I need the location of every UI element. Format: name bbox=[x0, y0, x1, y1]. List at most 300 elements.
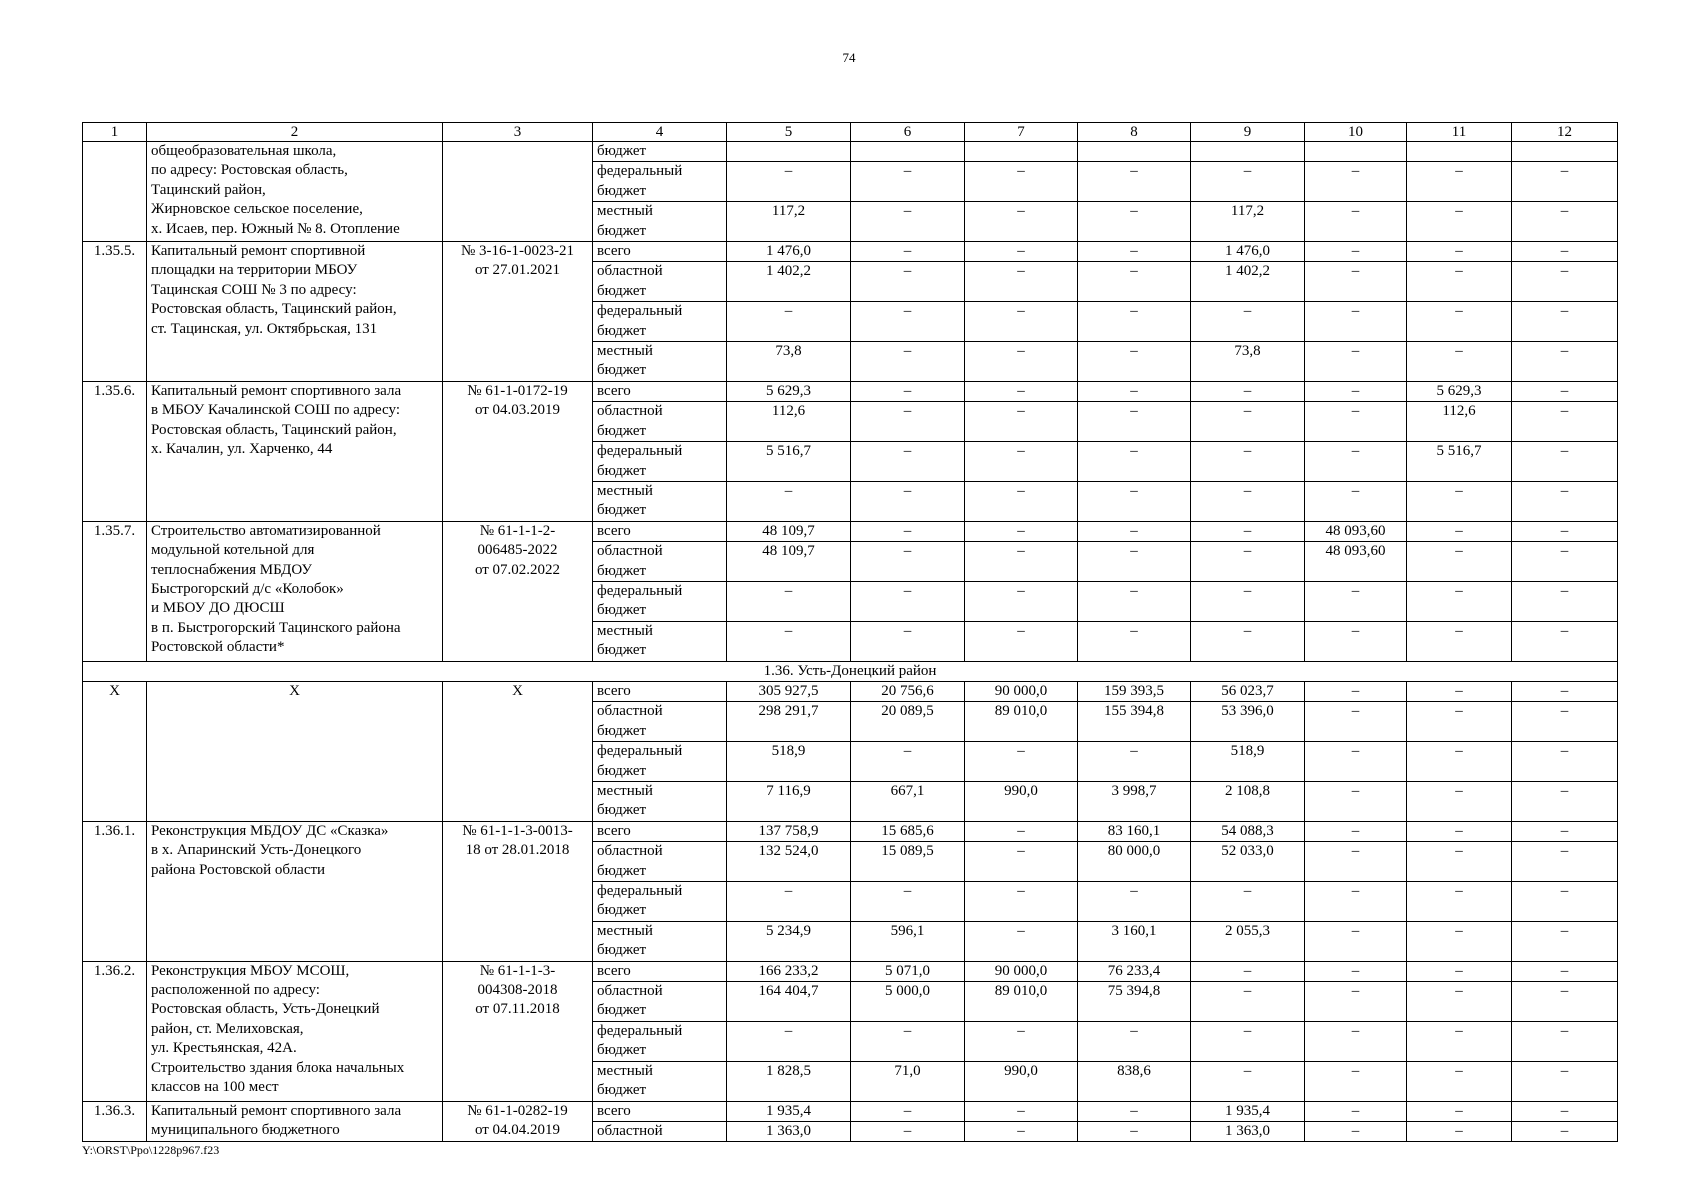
funding-source: областной бюджет bbox=[593, 542, 727, 582]
column-number: 1 bbox=[83, 123, 147, 142]
funding-source: всего bbox=[593, 681, 727, 701]
amount-cell: – bbox=[727, 302, 851, 342]
amount-cell: – bbox=[1078, 402, 1191, 442]
table-row bbox=[83, 142, 1618, 162]
item-description: Х bbox=[147, 681, 443, 821]
amount-cell: – bbox=[1407, 1061, 1512, 1101]
amount-cell: – bbox=[1407, 202, 1512, 242]
amount-cell: – bbox=[1305, 882, 1407, 922]
amount-cell: 1 476,0 bbox=[727, 242, 851, 262]
amount-cell: 5 629,3 bbox=[1407, 381, 1512, 401]
amount-cell: – bbox=[727, 621, 851, 661]
amount-cell: – bbox=[1407, 702, 1512, 742]
amount-cell: – bbox=[1078, 481, 1191, 521]
amount-cell: – bbox=[1407, 681, 1512, 701]
funding-source: всего bbox=[593, 821, 727, 841]
document-reference: № 3-16-1-0023-21 от 27.01.2021 bbox=[443, 242, 593, 382]
amount-cell: – bbox=[1191, 1021, 1305, 1061]
amount-cell: – bbox=[1305, 842, 1407, 882]
amount-cell: – bbox=[727, 581, 851, 621]
column-number-header bbox=[83, 123, 1618, 142]
amount-cell: – bbox=[1305, 1021, 1407, 1061]
amount-cell: – bbox=[1512, 302, 1618, 342]
table-row bbox=[83, 821, 1618, 841]
amount-cell: 52 033,0 bbox=[1191, 842, 1305, 882]
amount-cell: – bbox=[851, 242, 965, 262]
amount-cell: – bbox=[851, 882, 965, 922]
amount-cell: – bbox=[1305, 242, 1407, 262]
table-row bbox=[83, 381, 1618, 401]
amount-cell: – bbox=[1191, 1061, 1305, 1101]
amount-cell: – bbox=[1512, 702, 1618, 742]
amount-cell: – bbox=[1512, 782, 1618, 822]
amount-cell: – bbox=[1305, 162, 1407, 202]
amount-cell: – bbox=[1407, 742, 1512, 782]
amount-cell: – bbox=[1191, 882, 1305, 922]
amount-cell: 90 000,0 bbox=[965, 681, 1078, 701]
amount-cell: 596,1 bbox=[851, 921, 965, 961]
funding-source: всего bbox=[593, 381, 727, 401]
amount-cell: 71,0 bbox=[851, 1061, 965, 1101]
amount-cell: 1 828,5 bbox=[727, 1061, 851, 1101]
amount-cell: 5 000,0 bbox=[851, 982, 965, 1022]
amount-cell: 305 927,5 bbox=[727, 681, 851, 701]
amount-cell: – bbox=[1512, 1101, 1618, 1121]
funding-source: федеральный бюджет bbox=[593, 882, 727, 922]
column-number: 12 bbox=[1512, 123, 1618, 142]
amount-cell: – bbox=[1191, 542, 1305, 582]
funding-source: федеральный бюджет bbox=[593, 581, 727, 621]
amount-cell: – bbox=[727, 1021, 851, 1061]
amount-cell: – bbox=[965, 1021, 1078, 1061]
amount-cell: 53 396,0 bbox=[1191, 702, 1305, 742]
amount-cell: – bbox=[965, 821, 1078, 841]
amount-cell: – bbox=[965, 402, 1078, 442]
amount-cell: – bbox=[965, 262, 1078, 302]
amount-cell: 48 109,7 bbox=[727, 542, 851, 582]
amount-cell: – bbox=[1191, 481, 1305, 521]
item-number: 1.35.7. bbox=[83, 521, 147, 661]
amount-cell: – bbox=[727, 481, 851, 521]
amount-cell: – bbox=[1305, 1121, 1407, 1141]
amount-cell: 89 010,0 bbox=[965, 702, 1078, 742]
amount-cell: – bbox=[1305, 202, 1407, 242]
amount-cell bbox=[965, 142, 1078, 162]
amount-cell: – bbox=[727, 162, 851, 202]
amount-cell: – bbox=[965, 842, 1078, 882]
amount-cell: – bbox=[851, 1121, 965, 1141]
amount-cell: – bbox=[851, 302, 965, 342]
amount-cell: – bbox=[1512, 262, 1618, 302]
amount-cell: – bbox=[965, 242, 1078, 262]
amount-cell: 132 524,0 bbox=[727, 842, 851, 882]
table-row bbox=[83, 521, 1618, 541]
amount-cell: – bbox=[1407, 342, 1512, 382]
column-number: 11 bbox=[1407, 123, 1512, 142]
document-reference: Х bbox=[443, 681, 593, 821]
amount-cell: 75 394,8 bbox=[1078, 982, 1191, 1022]
item-number: 1.35.5. bbox=[83, 242, 147, 382]
amount-cell: – bbox=[1407, 1101, 1512, 1121]
amount-cell: – bbox=[1305, 302, 1407, 342]
amount-cell: – bbox=[1305, 262, 1407, 302]
amount-cell: 166 233,2 bbox=[727, 961, 851, 981]
amount-cell: 73,8 bbox=[1191, 342, 1305, 382]
amount-cell: 5 629,3 bbox=[727, 381, 851, 401]
amount-cell bbox=[1407, 142, 1512, 162]
amount-cell: 117,2 bbox=[1191, 202, 1305, 242]
funding-source: федеральный бюджет bbox=[593, 1021, 727, 1061]
amount-cell: 20 089,5 bbox=[851, 702, 965, 742]
amount-cell: – bbox=[851, 542, 965, 582]
amount-cell: – bbox=[1407, 882, 1512, 922]
amount-cell: – bbox=[1512, 342, 1618, 382]
amount-cell: – bbox=[965, 521, 1078, 541]
column-number: 4 bbox=[593, 123, 727, 142]
amount-cell: 667,1 bbox=[851, 782, 965, 822]
amount-cell: – bbox=[1078, 1121, 1191, 1141]
column-number: 5 bbox=[727, 123, 851, 142]
amount-cell: – bbox=[1407, 581, 1512, 621]
amount-cell: – bbox=[1512, 162, 1618, 202]
amount-cell: – bbox=[1512, 381, 1618, 401]
amount-cell: 838,6 bbox=[1078, 1061, 1191, 1101]
amount-cell: – bbox=[1407, 842, 1512, 882]
item-description: Строительство автоматизированной модульной котельной для теплоснабжения МБДОУ Быстрогорский д/с «Колобок» и МБОУ ДО ДЮСШ в п. Быстрогорский Тацинского района Ростовской области* bbox=[147, 521, 443, 661]
item-number bbox=[83, 142, 147, 242]
amount-cell: – bbox=[851, 262, 965, 302]
amount-cell: – bbox=[965, 1101, 1078, 1121]
amount-cell: 48 109,7 bbox=[727, 521, 851, 541]
amount-cell: – bbox=[965, 542, 1078, 582]
amount-cell: 1 935,4 bbox=[1191, 1101, 1305, 1121]
amount-cell: – bbox=[1407, 961, 1512, 981]
amount-cell: 155 394,8 bbox=[1078, 702, 1191, 742]
amount-cell: 15 089,5 bbox=[851, 842, 965, 882]
amount-cell: – bbox=[1078, 342, 1191, 382]
item-number: Х bbox=[83, 681, 147, 821]
amount-cell: 117,2 bbox=[727, 202, 851, 242]
amount-cell: – bbox=[1512, 442, 1618, 482]
section-title: 1.36. Усть-Донецкий район bbox=[83, 661, 1618, 681]
amount-cell: 80 000,0 bbox=[1078, 842, 1191, 882]
amount-cell bbox=[1305, 142, 1407, 162]
amount-cell: – bbox=[1078, 202, 1191, 242]
amount-cell: 1 935,4 bbox=[727, 1101, 851, 1121]
amount-cell: 73,8 bbox=[727, 342, 851, 382]
amount-cell: 159 393,5 bbox=[1078, 681, 1191, 701]
amount-cell: – bbox=[965, 381, 1078, 401]
page-number: 74 bbox=[842, 50, 856, 65]
amount-cell: – bbox=[1305, 681, 1407, 701]
amount-cell: – bbox=[1407, 542, 1512, 582]
amount-cell: 5 516,7 bbox=[727, 442, 851, 482]
amount-cell: – bbox=[1512, 961, 1618, 981]
item-description: Реконструкция МБДОУ ДС «Сказка» в х. Апаринский Усть-Донецкого района Ростовской области bbox=[147, 821, 443, 961]
amount-cell bbox=[727, 142, 851, 162]
amount-cell: – bbox=[1078, 581, 1191, 621]
item-description: Реконструкция МБОУ МСОШ, расположенной по адресу: Ростовская область, Усть-Донецкий район, ст. Мелиховская, ул. Крестьянская, 42А. Строительство здания блока начальных классов на 100 мест bbox=[147, 961, 443, 1101]
table-row bbox=[83, 242, 1618, 262]
funding-source: местный бюджет bbox=[593, 1061, 727, 1101]
amount-cell: 298 291,7 bbox=[727, 702, 851, 742]
budget-table bbox=[82, 122, 1618, 1142]
amount-cell: 83 160,1 bbox=[1078, 821, 1191, 841]
amount-cell: – bbox=[1407, 621, 1512, 661]
amount-cell: – bbox=[851, 581, 965, 621]
amount-cell: – bbox=[965, 1121, 1078, 1141]
amount-cell bbox=[851, 142, 965, 162]
amount-cell: – bbox=[1407, 1121, 1512, 1141]
amount-cell: – bbox=[1078, 1021, 1191, 1061]
amount-cell: – bbox=[965, 882, 1078, 922]
funding-source: областной бюджет bbox=[593, 842, 727, 882]
amount-cell: – bbox=[1191, 961, 1305, 981]
amount-cell: – bbox=[1191, 581, 1305, 621]
amount-cell: – bbox=[1305, 402, 1407, 442]
amount-cell: – bbox=[1191, 162, 1305, 202]
funding-source: местный бюджет bbox=[593, 342, 727, 382]
funding-source: всего bbox=[593, 242, 727, 262]
amount-cell: – bbox=[1305, 621, 1407, 661]
amount-cell: 1 476,0 bbox=[1191, 242, 1305, 262]
item-number: 1.36.2. bbox=[83, 961, 147, 1101]
amount-cell: – bbox=[965, 442, 1078, 482]
funding-source: всего bbox=[593, 961, 727, 981]
amount-cell: – bbox=[1078, 242, 1191, 262]
amount-cell: – bbox=[1078, 521, 1191, 541]
table-row bbox=[83, 681, 1618, 701]
amount-cell: – bbox=[965, 342, 1078, 382]
funding-source: федеральный бюджет bbox=[593, 162, 727, 202]
column-number: 8 bbox=[1078, 123, 1191, 142]
amount-cell: 89 010,0 bbox=[965, 982, 1078, 1022]
amount-cell: 112,6 bbox=[727, 402, 851, 442]
amount-cell: 76 233,4 bbox=[1078, 961, 1191, 981]
amount-cell: – bbox=[1407, 481, 1512, 521]
item-number: 1.35.6. bbox=[83, 381, 147, 521]
funding-source: всего bbox=[593, 521, 727, 541]
column-number: 7 bbox=[965, 123, 1078, 142]
amount-cell: – bbox=[1191, 402, 1305, 442]
amount-cell: 990,0 bbox=[965, 782, 1078, 822]
document-reference: № 61-1-1-3- 004308-2018 от 07.11.2018 bbox=[443, 961, 593, 1101]
amount-cell: 3 998,7 bbox=[1078, 782, 1191, 822]
section-row bbox=[83, 661, 1618, 681]
amount-cell: – bbox=[851, 1021, 965, 1061]
funding-source: областной бюджет bbox=[593, 702, 727, 742]
amount-cell: – bbox=[1512, 581, 1618, 621]
amount-cell: 5 516,7 bbox=[1407, 442, 1512, 482]
amount-cell: 1 402,2 bbox=[1191, 262, 1305, 302]
amount-cell: – bbox=[965, 162, 1078, 202]
amount-cell: – bbox=[1512, 921, 1618, 961]
amount-cell: – bbox=[1078, 302, 1191, 342]
amount-cell: – bbox=[1512, 882, 1618, 922]
amount-cell: – bbox=[1305, 442, 1407, 482]
amount-cell: 20 756,6 bbox=[851, 681, 965, 701]
amount-cell: 137 758,9 bbox=[727, 821, 851, 841]
amount-cell: 990,0 bbox=[965, 1061, 1078, 1101]
amount-cell: – bbox=[1512, 402, 1618, 442]
amount-cell: – bbox=[1191, 302, 1305, 342]
funding-source: областной bbox=[593, 1121, 727, 1141]
amount-cell: – bbox=[1512, 621, 1618, 661]
amount-cell: 15 685,6 bbox=[851, 821, 965, 841]
document-reference bbox=[443, 142, 593, 242]
amount-cell: 90 000,0 bbox=[965, 961, 1078, 981]
amount-cell: – bbox=[1305, 1101, 1407, 1121]
table-row bbox=[83, 1101, 1618, 1121]
amount-cell: – bbox=[1191, 521, 1305, 541]
amount-cell: – bbox=[851, 381, 965, 401]
amount-cell: – bbox=[1078, 742, 1191, 782]
amount-cell: – bbox=[851, 162, 965, 202]
amount-cell: – bbox=[1407, 1021, 1512, 1061]
amount-cell: – bbox=[1078, 381, 1191, 401]
funding-source: бюджет bbox=[593, 142, 727, 162]
amount-cell: – bbox=[965, 481, 1078, 521]
amount-cell: – bbox=[1191, 442, 1305, 482]
table-row bbox=[83, 961, 1618, 981]
amount-cell: – bbox=[965, 742, 1078, 782]
amount-cell: – bbox=[1407, 982, 1512, 1022]
amount-cell: – bbox=[1512, 481, 1618, 521]
item-description: Капитальный ремонт спортивной площадки на территории МБОУ Тацинская СОШ № 3 по адресу: Ростовская область, Тацинский район, ст. Тацинская, ул. Октябрьская, 131 bbox=[147, 242, 443, 382]
amount-cell: – bbox=[1305, 961, 1407, 981]
item-number: 1.36.1. bbox=[83, 821, 147, 961]
item-description: общеобразовательная школа, по адресу: Ростовская область, Тацинский район, Жирновское сельское поселение, х. Исаев, пер. Южный № 8. Отопление bbox=[147, 142, 443, 242]
amount-cell: – bbox=[851, 202, 965, 242]
funding-source: областной бюджет bbox=[593, 262, 727, 302]
funding-source: местный бюджет bbox=[593, 481, 727, 521]
amount-cell: – bbox=[965, 202, 1078, 242]
amount-cell: 1 402,2 bbox=[727, 262, 851, 302]
amount-cell: – bbox=[1407, 782, 1512, 822]
amount-cell: 518,9 bbox=[1191, 742, 1305, 782]
amount-cell: – bbox=[851, 742, 965, 782]
amount-cell: 2 108,8 bbox=[1191, 782, 1305, 822]
amount-cell: 1 363,0 bbox=[1191, 1121, 1305, 1141]
amount-cell: – bbox=[851, 342, 965, 382]
funding-source: местный бюджет bbox=[593, 782, 727, 822]
amount-cell: – bbox=[1305, 782, 1407, 822]
funding-source: федеральный бюджет bbox=[593, 442, 727, 482]
funding-source: областной бюджет bbox=[593, 402, 727, 442]
amount-cell: 1 363,0 bbox=[727, 1121, 851, 1141]
amount-cell: 48 093,60 bbox=[1305, 521, 1407, 541]
amount-cell: – bbox=[1078, 442, 1191, 482]
amount-cell: – bbox=[1407, 821, 1512, 841]
amount-cell: – bbox=[1512, 821, 1618, 841]
funding-source: местный бюджет bbox=[593, 202, 727, 242]
amount-cell: 48 093,60 bbox=[1305, 542, 1407, 582]
amount-cell: – bbox=[1305, 1061, 1407, 1101]
amount-cell bbox=[1078, 142, 1191, 162]
amount-cell: 5 071,0 bbox=[851, 961, 965, 981]
amount-cell: – bbox=[1512, 842, 1618, 882]
amount-cell: – bbox=[1407, 262, 1512, 302]
amount-cell: 54 088,3 bbox=[1191, 821, 1305, 841]
amount-cell: – bbox=[1407, 302, 1512, 342]
amount-cell: – bbox=[965, 581, 1078, 621]
amount-cell bbox=[1191, 142, 1305, 162]
amount-cell: – bbox=[1078, 262, 1191, 302]
footer-file-path: Y:\ORST\Ppo\1228p967.f23 bbox=[82, 1143, 220, 1157]
amount-cell: – bbox=[1191, 621, 1305, 661]
amount-cell: – bbox=[1191, 982, 1305, 1022]
amount-cell bbox=[1512, 142, 1618, 162]
column-number: 2 bbox=[147, 123, 443, 142]
amount-cell: – bbox=[1305, 381, 1407, 401]
column-number: 10 bbox=[1305, 123, 1407, 142]
amount-cell: 164 404,7 bbox=[727, 982, 851, 1022]
amount-cell: – bbox=[1305, 342, 1407, 382]
amount-cell: – bbox=[1191, 381, 1305, 401]
amount-cell: 7 116,9 bbox=[727, 782, 851, 822]
amount-cell: 518,9 bbox=[727, 742, 851, 782]
funding-source: федеральный бюджет bbox=[593, 302, 727, 342]
funding-source: областной бюджет bbox=[593, 982, 727, 1022]
amount-cell: – bbox=[1407, 921, 1512, 961]
item-description: Капитальный ремонт спортивного зала муниципального бюджетного bbox=[147, 1101, 443, 1142]
amount-cell: 56 023,7 bbox=[1191, 681, 1305, 701]
funding-source: всего bbox=[593, 1101, 727, 1121]
amount-cell: – bbox=[851, 621, 965, 661]
amount-cell: – bbox=[851, 521, 965, 541]
amount-cell: – bbox=[1512, 1021, 1618, 1061]
document-reference: № 61-1-0282-19 от 04.04.2019 bbox=[443, 1101, 593, 1142]
amount-cell: 3 160,1 bbox=[1078, 921, 1191, 961]
amount-cell: – bbox=[965, 621, 1078, 661]
item-description: Капитальный ремонт спортивного зала в МБОУ Качалинской СОШ по адресу: Ростовская область, Тацинский район, х. Качалин, ул. Харченко, 44 bbox=[147, 381, 443, 521]
amount-cell: – bbox=[1305, 821, 1407, 841]
amount-cell: – bbox=[1512, 202, 1618, 242]
amount-cell: – bbox=[851, 402, 965, 442]
amount-cell: – bbox=[1078, 882, 1191, 922]
column-number: 6 bbox=[851, 123, 965, 142]
funding-source: местный бюджет bbox=[593, 621, 727, 661]
amount-cell: 112,6 bbox=[1407, 402, 1512, 442]
amount-cell: – bbox=[1078, 1101, 1191, 1121]
amount-cell: – bbox=[1407, 521, 1512, 541]
amount-cell: – bbox=[727, 882, 851, 922]
amount-cell: – bbox=[851, 442, 965, 482]
amount-cell: – bbox=[1512, 521, 1618, 541]
amount-cell: – bbox=[1407, 242, 1512, 262]
amount-cell: – bbox=[1512, 742, 1618, 782]
document-reference: № 61-1-0172-19 от 04.03.2019 bbox=[443, 381, 593, 521]
amount-cell: – bbox=[1078, 542, 1191, 582]
amount-cell: – bbox=[1078, 621, 1191, 661]
amount-cell: – bbox=[1512, 542, 1618, 582]
amount-cell: – bbox=[1512, 1061, 1618, 1101]
amount-cell: 2 055,3 bbox=[1191, 921, 1305, 961]
amount-cell: – bbox=[1305, 581, 1407, 621]
amount-cell: – bbox=[965, 302, 1078, 342]
amount-cell: 5 234,9 bbox=[727, 921, 851, 961]
amount-cell: – bbox=[1305, 982, 1407, 1022]
amount-cell: – bbox=[1512, 681, 1618, 701]
amount-cell: – bbox=[1078, 162, 1191, 202]
amount-cell: – bbox=[1305, 481, 1407, 521]
document-reference: № 61-1-1-3-0013- 18 от 28.01.2018 bbox=[443, 821, 593, 961]
amount-cell: – bbox=[1305, 742, 1407, 782]
column-number: 3 bbox=[443, 123, 593, 142]
amount-cell: – bbox=[1305, 921, 1407, 961]
amount-cell: – bbox=[1407, 162, 1512, 202]
amount-cell: – bbox=[965, 921, 1078, 961]
